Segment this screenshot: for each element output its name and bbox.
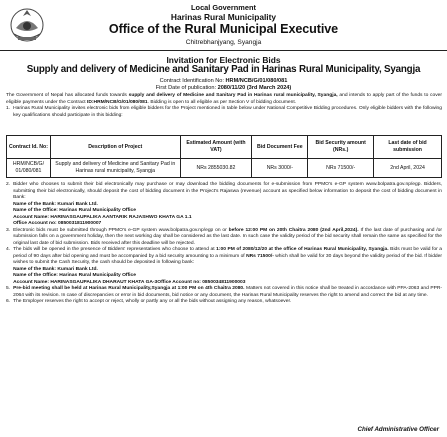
intro-text-2: and intends to apply part of the funds to cover eligible payments under the Contract xyxy=(6,93,442,105)
item-4-opening: 1:00 PM of 2080/12/20 at the office of Harinas Rural Municipality, Syangja. xyxy=(216,247,389,252)
item-2-body xyxy=(13,182,442,228)
item-4-office-text: Name of the Office: Harinas Rural Municipality Office xyxy=(13,273,136,278)
notice-subject: Supply and delivery of Medicine and Sanitary Pad in Harinas Rural Municipality, Syangja xyxy=(26,64,421,75)
header-divider xyxy=(0,50,447,51)
notice-title: Invitation for Electronic Bids xyxy=(166,55,281,65)
intro-text-3: . Bidding is open to all eligible as per Section V of bidding document. xyxy=(147,99,297,105)
table-cell: NRs 2855030.82 xyxy=(180,159,252,178)
list-number-1: 1. xyxy=(6,106,11,111)
table-cell: 2nd April, 2024 xyxy=(374,159,442,178)
header-municipality: Harinas Rural Municipality xyxy=(170,12,277,22)
item-3-text-a: Electronic bids must be submitted through PPMO's e-GP system www.bolpatra.gov.np/egp on or xyxy=(13,227,229,233)
table-header: Bid Security amount (NRs.) xyxy=(308,136,374,159)
table-header: Description of Project xyxy=(50,136,180,159)
table-header: Last date of bid submission xyxy=(374,136,442,159)
table-header-row xyxy=(7,136,442,159)
item-2-bank-text: Name of the Bank: Kumari Bank Ltd. xyxy=(13,201,98,207)
list-item-4 xyxy=(6,247,442,286)
item-4-text-c: Bids must be valid for a period of 90 days after bid opening and must be accompanied by a bid security amounting to a minimum of xyxy=(13,247,442,259)
list-number-5: 5. xyxy=(6,286,11,291)
contract-id-value: HRM/NCB/G/01/080/081 xyxy=(225,78,288,84)
table-cell: HRM/NCB/G/ 01/080/081 xyxy=(7,159,51,178)
item-4-text-e: which shall be valid for 30 days beyond the validity period of the bid. If bidder wishes to submit the Cash Security, the cash should be deposited in following bank: xyxy=(13,253,442,265)
table-header: Contract Id. No: xyxy=(7,136,51,159)
item-4-body xyxy=(13,247,442,286)
first-date-value: 2080/11/20 (3rd March 2024) xyxy=(217,85,292,91)
list-item-6 xyxy=(6,299,442,306)
first-date-label: First Date of publication: xyxy=(155,85,218,91)
table-header: Estimated Amount (with VAT) xyxy=(180,136,252,159)
table-cell: NRs 3000/- xyxy=(252,159,308,178)
list-number-6: 6. xyxy=(6,299,11,304)
header-location: Chitrebhanjyang, Syangja xyxy=(185,39,262,46)
header-office: Office of the Rural Municipal Executive xyxy=(108,22,339,36)
list-item-2 xyxy=(6,182,442,228)
intro-text-1b: supply and delivery of Medicine and Sanitary Pad in Harinas rural municipality, Syangja, xyxy=(128,93,338,98)
item-1-text: Harinas Rural Municipality invites electronic bids from eligible bidders for the Project mentioned in table below under National Competitive Bidding procedures. Only eligible bidders with the following key qualifications should participate in this bidding: xyxy=(13,106,442,118)
item-3-text-c: If the last date of purchasing and /or submission falls on a government holiday, then the next working day shall be considered as the last date. In such case the validity period of the bid security shall remain the same as specified for the original last date of bid submission. Bids received after this deadline will be rejected. xyxy=(13,227,442,246)
bid-instructions xyxy=(6,182,442,306)
item-4-text-a: The bids will be opened in the presence of Bidders' representatives who choose to attend at xyxy=(13,247,217,252)
item-5-prebid: Pre-bid meeting shall be held at Harinas Rural Municipality,Syangja at 1:00 PM on 4th Chaitra 2080. xyxy=(13,286,245,291)
intro-text-1: The Government of Nepal has allocated funds towards xyxy=(6,93,129,98)
item-4-bank-text: Name of the Bank: Kumari Bank Ltd. xyxy=(13,266,98,272)
contract-id-label: Contract Identification No: xyxy=(159,78,226,84)
signature-title: Chief Administrative Officer xyxy=(357,426,439,433)
list-number-2: 2. xyxy=(6,182,11,187)
item-3-body xyxy=(13,228,442,248)
contract-id-line xyxy=(0,78,447,84)
item-2-office-account-text: Office Account no: 0850031811900007 xyxy=(13,221,102,226)
list-item-3 xyxy=(6,228,442,248)
item-5-body xyxy=(13,286,442,299)
intro-text-2b: ID:HRM/NCB/G/01/080/081 xyxy=(87,99,148,105)
table-row xyxy=(7,159,442,178)
table-header: Bid Document Fee xyxy=(252,136,308,159)
list-item-5 xyxy=(6,286,442,299)
item-4-security-amount: NRs 71500/- xyxy=(246,253,274,259)
item-5-text-b: Matters not covered in this notice shall be treated in accordance with PPA-2063 and PPR-2064 with its revision. In case of discrepancies or error in bid documents, bid notice or any document, the Harinas Rural Municipality reserves the right to amend and correct the bid at any time. xyxy=(13,286,443,298)
table-cell: Supply and delivery of Medicine and Sanitary Pad in Harinas rural municipality, Syangja xyxy=(50,159,180,178)
list-item-1 xyxy=(6,106,442,119)
item-2-office-text: Name of the Office: Harinas Rural Municipality Office xyxy=(13,208,136,213)
item-2-account-text: Account Name: HARINASGAUPALIKA AANTARIK RAJASHWO KHATA GA 1.1 xyxy=(13,214,192,220)
table-cell: NRs 71500/- xyxy=(308,159,374,178)
bid-table xyxy=(6,135,442,178)
item-3-deadline: before 12:00 PM on 20th Chaitra 2080 (2nd April,2024). xyxy=(228,227,359,233)
first-date-line xyxy=(0,85,447,91)
header-local-government: Local Government xyxy=(191,3,256,12)
item-4-account-text: Account Name: HARINASGAUPALIKA DHARAUT KHATA GA-3Office Account no: 0850034811900003 xyxy=(13,279,246,285)
list-number-4: 4. xyxy=(6,247,11,252)
intro-paragraph xyxy=(6,93,442,119)
item-6-text: The Employer reserves the right to accept or reject, wholly or partly any or all the bids without assigning any reason, whatsoever. xyxy=(13,299,292,304)
item-2-text: Bidder who chooses to submit their bid electronically may purchase or may download the bidding documents for e-submission from PPMO's e-GP system www.bolpatra.gov.np/egp. Bidders, submitting their bid electronically, should deposit the cost of bidding document in the Project's Rajaswa (revenue) account as specified below information to deposit the cost of bidding document in Bank: xyxy=(13,182,442,200)
list-number-3: 3. xyxy=(6,227,11,233)
